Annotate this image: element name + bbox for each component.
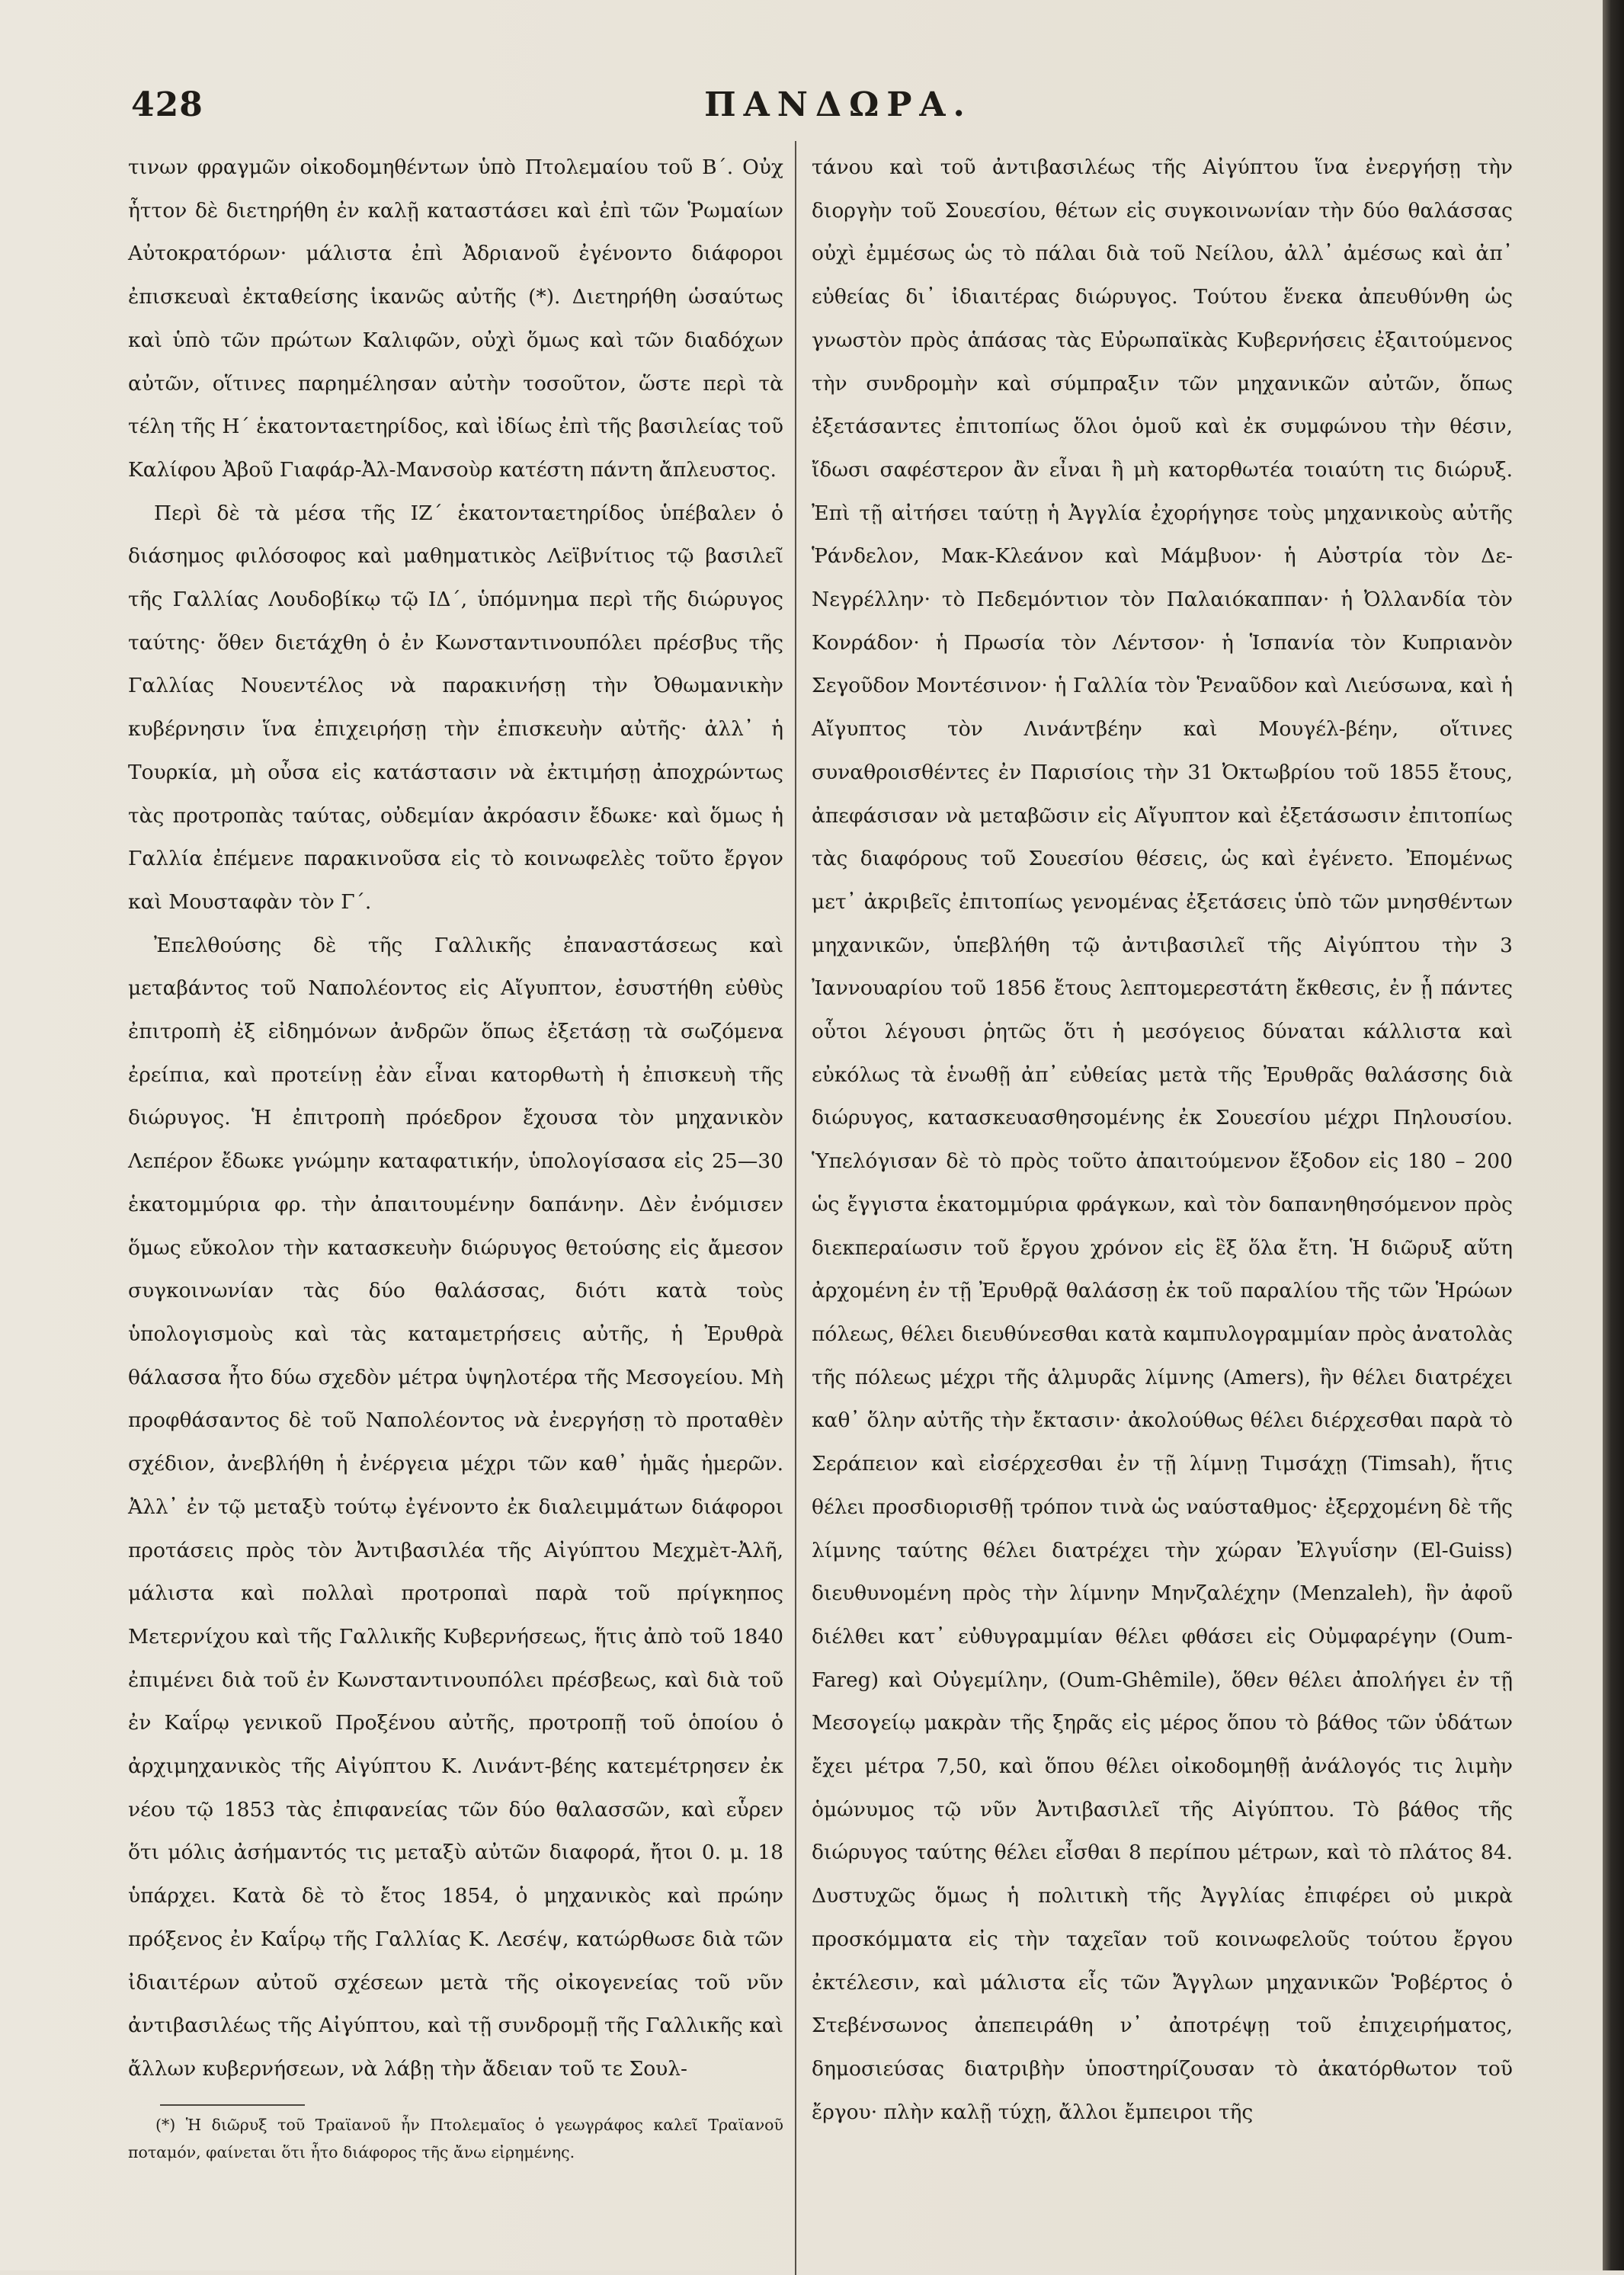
- footnote-mark: (*): [155, 2116, 176, 2134]
- footnote-text: Ἡ διῶρυξ τοῦ Τραϊανοῦ ἦν Πτολεμαῖος ὁ γεωγράφος καλεῖ Τραϊανοῦ ποταμόν, φαίνεται ὅτι ἦτο διάφορος τῆς ἄνω εἰρημένης.: [128, 2116, 783, 2161]
- page-header: [122, 85, 1555, 139]
- paragraph: Περὶ δὲ τὰ μέσα τῆς ΙΖ΄ ἑκατονταετηρίδος ὑπέβαλεν ὁ διάσημος φιλόσοφος καὶ μαθηματικὸς Λεϊβνίτιος τῷ βασιλεῖ τῆς Γαλλίας Λουδοβίκῳ τῷ ΙΔ΄, ὑπόμνημα περὶ τῆς διώρυγος ταύτης· ὅθεν διετάχθη ὁ ἐν Κωνσταντινουπόλει πρέσβυς τῆς Γαλλίας Νουεντέλος νὰ παρακινήσῃ τὴν Ὀθωμανικὴν κυβέρνησιν ἵνα ἐπιχειρήσῃ τὴν ἐπισκευὴν αὐτῆς· ἀλλ᾽ ἡ Τουρκία, μὴ οὖσα εἰς κατάστασιν νὰ ἐκτιμήσῃ ἀποχρώντως τὰς προτροπὰς ταύτας, οὐδεμίαν ἀκρόασιν ἔδωκε· καὶ ὅμως ἡ Γαλλία ἐπέμενε παρακινοῦσα εἰς τὸ κοινωφελὲς τοῦτο ἔργον καὶ Μουσταφὰν τὸν Γ΄.: [128, 501, 783, 914]
- paragraph: τινων φραγμῶν οἰκοδομηθέντων ὑπὸ Πτολεμαίου τοῦ Β΄. Οὐχ ἧττον δὲ διετηρήθη ἐν καλῇ καταστάσει καὶ ἐπὶ τῶν Ῥωμαίων Αὐτοκρατόρων· μάλιστα ἐπὶ Ἀδριανοῦ ἐγένοντο διάφοροι ἐπισκευαὶ ἐκταθείσης ἱκανῶς αὐτῆς (*). Διετηρήθη ὡσαύτως καὶ ὑπὸ τῶν πρώτων Καλιφῶν, οὐχὶ ὅμως καὶ τῶν διαδόχων αὐτῶν, οἵτινες παρημέλησαν αὐτὴν τοσοῦτον, ὥστε περὶ τὰ τέλη τῆς Η΄ ἑκατονταετηρίδος, καὶ ἰδίως ἐπὶ τῆς βασιλείας τοῦ Καλίφου Ἀβοῦ Γιαφάρ-Ἀλ-Μανσοὺρ κατέστη πάντη ἄπλευστος.: [128, 155, 783, 482]
- footnote: [128, 2111, 783, 2166]
- footnote-rule: [160, 2104, 305, 2106]
- right-column: [812, 146, 1513, 2124]
- column-divider: [795, 141, 796, 2275]
- left-column: [128, 146, 783, 2081]
- paragraph: τάνου καὶ τοῦ ἀντιβασιλέως τῆς Αἰγύπτου ἵνα ἐνεργήσῃ τὴν διοργὴν τοῦ Σουεσίου, θέτων εἰς συγκοινωνίαν τὴν δύο θαλάσσας οὐχὶ ἐμμέσως ὡς τὸ πάλαι διὰ τοῦ Νείλου, ἀλλ᾽ ἀμέσως καὶ ἀπ᾽ εὐθείας δι᾽ ἰδιαιτέρας διώρυγος. Τούτου ἕνεκα ἀπευθύνθη ὡς γνωστὸν πρὸς ἁπάσας τὰς Εὐρωπαϊκὰς Κυβερνήσεις ἐξαιτούμενος τὴν συνδρομὴν καὶ σύμπραξιν τῶν μηχανικῶν αὐτῶν, ὅπως ἐξετάσαντες ἐπιτοπίως ὅλοι ὁμοῦ καὶ ἐκ συμφώνου τὴν θέσιν, ἴδωσι σαφέστερον ἂν εἶναι ἢ μὴ κατορθωτέα τοιαύτη τις διώρυξ. Ἐπὶ τῇ αἰτήσει ταύτῃ ἡ Ἀγγλία ἐχορήγησε τοὺς μηχανικοὺς αὐτῆς Ῥάνδελον, Μακ-Κλεάνον καὶ Μάμβυον· ἡ Αὐστρία τὸν Δε-Νεγρέλλην· τὸ Πεδεμόντιον τὸν Παλαιόκαππαν· ἡ Ὀλλανδία τὸν Κονράδον· ἡ Πρωσία τὸν Λέντσον· ἡ Ἱσπανία τὸν Κυπριανὸν Σεγοῦδον Μοντέσινον· ἡ Γαλλία τὸν Ῥεναῦδον καὶ Λιεύσωνα, καὶ ἡ Αἴγυπτος τὸν Λινάντβέην καὶ Μουγέλ-βέην, οἵτινες συναθροισθέντες ἐν Παρισίοις τὴν 31 Ὀκτωβρίου τοῦ 1855 ἔτους, ἀπεφάσισαν νὰ μεταβῶσιν εἰς Αἴγυπτον καὶ ἐξετάσωσιν ἐπιτοπίως τὰς διαφόρους τοῦ Σουεσίου θέσεις, ὡς καὶ ἐγένετο. Ἐπομένως μετ᾽ ἀκριβεῖς ἐπιτοπίως γενομένας ἐξετάσεις ὑπὸ τῶν μνησθέντων μηχανικῶν, ὑπεβλήθη τῷ ἀντιβασιλεῖ τῆς Αἰγύπτου τὴν 3 Ἰαννουαρίου τοῦ 1856 ἔτους λεπτομερεστάτη ἔκθεσις, ἐν ᾗ πάντες οὗτοι λέγουσι ῥητῶς ὅτι ἡ μεσόγειος δύναται κάλλιστα καὶ εὐκόλως τὰ ἑνωθῇ ἀπ᾽ εὐθείας μετὰ τῆς Ἐρυθρᾶς θαλάσσης διὰ διώρυγος, κατασκευασθησομένης ἐκ Σουεσίου μέχρι Πηλουσίου. Ὑπελόγισαν δὲ τὸ πρὸς τοῦτο ἀπαιτούμενον ἔξοδον εἰς 180 – 200 ὡς ἔγγιστα ἑκατομμύρια φράγκων, καὶ τὸν δαπανηθησόμενον πρὸς διεκπεραίωσιν τοῦ ἔργου χρόνον εἰς ἓξ ὅλα ἔτη. Ἡ διῶρυξ αὕτη ἀρχομένη ἐν τῇ Ἐρυθρᾷ θαλάσσῃ ἐκ τοῦ παραλίου τῆς τῶν Ἡρώων πόλεως, θέλει διευθύνεσθαι κατὰ καμπυλογραμμίαν πρὸς ἀνατολὰς τῆς πόλεως μέχρι τῆς ἁλμυρᾶς λίμνης (Amers), ἣν θέλει διατρέχει καθ᾽ ὅλην αὐτῆς τὴν ἔκτασιν· ἀκολούθως θέλει διέρχεσθαι παρὰ τὸ Σεράπειον καὶ εἰσέρχεσθαι ἐν τῇ λίμνῃ Τιμσάχῃ (Timsah), ἥτις θέλει προσδιορισθῇ τρόπον τινὰ ὡς ναύσταθμος· ἐξερχομένη δὲ τῆς λίμνης ταύτης θέλει διατρέχει τὴν χώραν Ἐλγυΐσην (El-Guiss) διευθυνομένη πρὸς τὴν λίμνην Μηνζαλέχην (Menzaleh), ἣν ἀφοῦ διέλθει κατ᾽ εὐθυγραμμίαν θέλει φθάσει εἰς Οὐμφαρέγην (Oum-Fareg) καὶ Οὐγεμίλην, (Oum-Ghêmile), ὅθεν θέλει ἀπολήγει ἐν τῇ Μεσογείῳ μακρὰν τῆς ξηρᾶς εἰς μέρος ὅπου τὸ βάθος τῶν ὑδάτων ἔχει μέτρα 7,50, καὶ ὅπου θέλει οἰκοδομηθῇ ἀνάλογός τις λιμὴν ὁμώνυμος τῷ νῦν Ἀντιβασιλεῖ τῆς Αἰγύπτου. Τὸ βάθος τῆς διώρυγος ταύτης θέλει εἶσθαι 8 περίπου μέτρων, καὶ τὸ πλάτος 84. Δυστυχῶς ὅμως ἡ πολιτικὴ τῆς Ἀγγλίας ἐπιφέρει οὐ μικρὰ προσκόμματα εἰς τὴν ταχεῖαν τοῦ κοινωφελοῦς τούτου ἔργου ἐκτέλεσιν, καὶ μάλιστα εἷς τῶν Ἄγγλων μηχανικῶν Ῥοβέρτος ὁ Στεβένσωνος ἀπεπειράθη ν᾽ ἀποτρέψῃ τοῦ ἐπιχειρήματος, δημοσιεύσας διατριβὴν ὑποστηρίζουσαν τὸ ἀκατόρθωτον τοῦ ἔργου· πλὴν καλῇ τύχῃ, ἄλλοι ἔμπειροι τῆς: [812, 155, 1513, 2124]
- page-number: 428: [131, 85, 203, 124]
- running-title: ΠΑΝΔΩΡΑ.: [704, 85, 972, 124]
- paragraph: Ἐπελθούσης δὲ τῆς Γαλλικῆς ἐπαναστάσεως καὶ μεταβάντος τοῦ Ναπολέοντος εἰς Αἴγυπτον, ἐσυστήθη εὐθὺς ἐπιτροπὴ ἐξ εἰδημόνων ἀνδρῶν ὅπως ἐξετάσῃ τὰ σωζόμενα ἐρείπια, καὶ προτείνῃ ἐὰν εἶναι κατορθωτὴ ἡ ἐπισκευὴ τῆς διώρυγος. Ἡ ἐπιτροπὴ πρόεδρον ἔχουσα τὸν μηχανικὸν Λεπέρον ἔδωκε γνώμην καταφατικήν, ὑπολογίσασα εἰς 25—30 ἑκατομμύρια φρ. τὴν ἀπαιτουμένην δαπάνην. Δὲν ἐνόμισεν ὅμως εὔκολον τὴν κατασκευὴν διώρυγος θετούσης εἰς ἄμεσον συγκοινωνίαν τὰς δύο θαλάσσας, διότι κατὰ τοὺς ὑπολογισμοὺς καὶ τὰς καταμετρήσεις αὐτῆς, ἡ Ἐρυθρὰ θάλασσα ἦτο δύω σχεδὸν μέτρα ὑψηλοτέρα τῆς Μεσογείου. Μὴ προφθάσαντος δὲ τοῦ Ναπολέοντος νὰ ἐνεργήσῃ τὸ προταθὲν σχέδιον, ἀνεβλήθη ἡ ἐνέργεια μέχρι τῶν καθ᾽ ἡμᾶς ἡμερῶν. Ἀλλ᾽ ἐν τῷ μεταξὺ τούτῳ ἐγένοντο ἐκ διαλειμμάτων διάφοροι προτάσεις πρὸς τὸν Ἀντιβασιλέα τῆς Αἰγύπτου Μεχμὲτ-Ἀλῆ, μάλιστα καὶ πολλαὶ προτροπαὶ παρὰ τοῦ πρίγκηπος Μετερνίχου καὶ τῆς Γαλλικῆς Κυβερνήσεως, ἥτις ἀπὸ τοῦ 1840 ἐπιμένει διὰ τοῦ ἐν Κωνσταντινουπόλει πρέσβεως, καὶ διὰ τοῦ ἐν Καΐρῳ γενικοῦ Προξένου αὐτῆς, προτροπῇ τοῦ ὁποίου ὁ ἀρχιμηχανικὸς τῆς Αἰγύπτου Κ. Λινάντ-βέης κατεμέτρησεν ἐκ νέου τῷ 1853 τὰς ἐπιφανείας τῶν δύο θαλασσῶν, καὶ εὗρεν ὅτι μόλις ἀσήμαντός τις μεταξὺ αὐτῶν διαφορά, ἤτοι 0. μ. 18 ὑπάρχει. Κατὰ δὲ τὸ ἔτος 1854, ὁ μηχανικὸς καὶ πρώην πρόξενος ἐν Καΐρῳ τῆς Γαλλίας Κ. Λεσέψ, κατώρθωσε διὰ τῶν ἰδιαιτέρων αὐτοῦ σχέσεων μετὰ τῆς οἰκογενείας τοῦ νῦν ἀντιβασιλέως τῆς Αἰγύπτου, καὶ τῇ συνδρομῇ τῆς Γαλλικῆς καὶ ἄλλων κυβερνήσεων, νὰ λάβῃ τὴν ἄδειαν τοῦ τε Σουλ-: [128, 933, 783, 2081]
- page-edge-shadow: [1603, 0, 1624, 2270]
